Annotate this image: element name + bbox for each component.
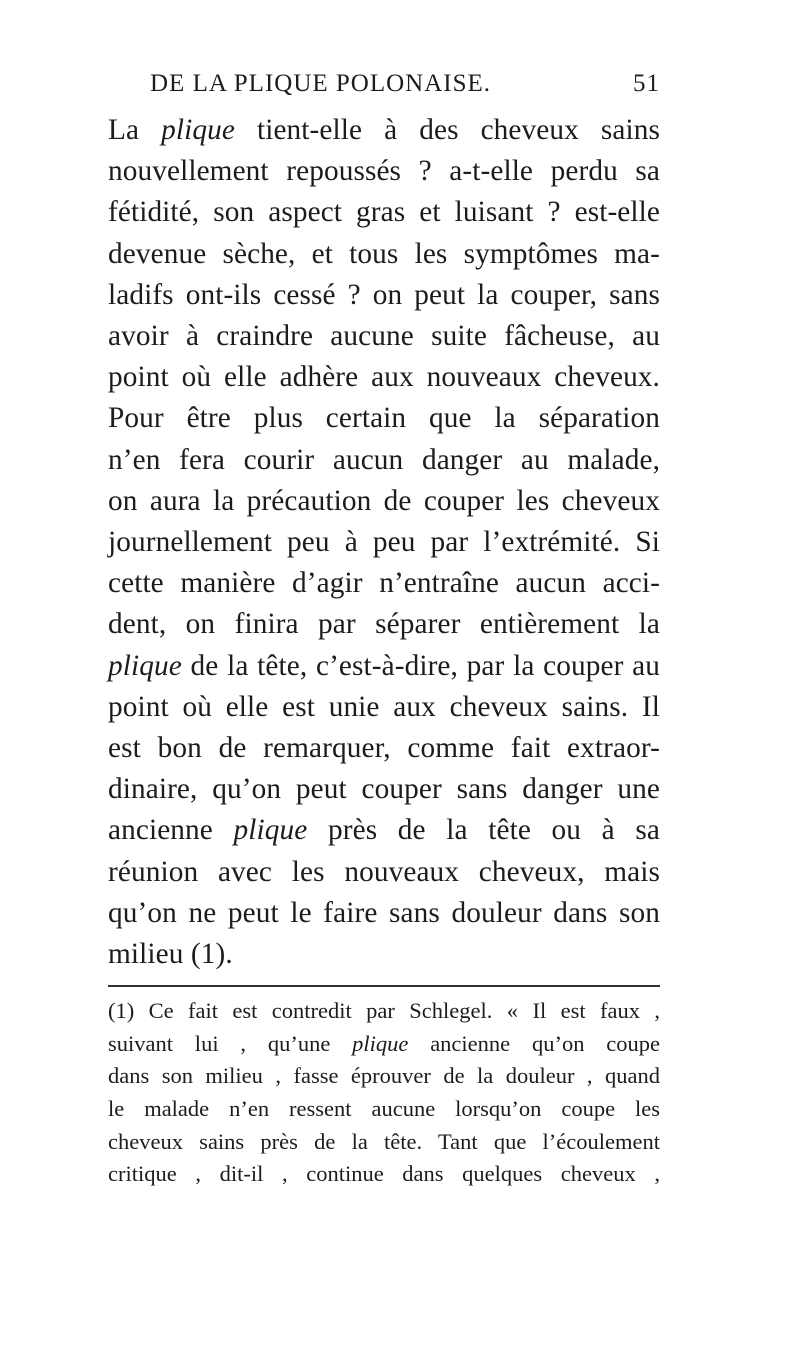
text-line: cette manière d’agir n’entraîne aucun acci- bbox=[108, 567, 660, 600]
footnote bbox=[108, 995, 660, 1191]
text-line: réunion avec les nouveaux cheveux, mais bbox=[108, 855, 660, 888]
footnote-separator bbox=[108, 985, 660, 987]
text-line: devenue sèche, et tous les symptômes ma- bbox=[108, 237, 660, 270]
text-line: qu’on ne peut le faire sans douleur dans son bbox=[108, 896, 660, 929]
text-line: dinaire, qu’on peut couper sans danger une bbox=[108, 773, 660, 806]
text-line: La plique tient-elle à des cheveux sains bbox=[108, 114, 660, 146]
text-line: dent, on finira par séparer entièrement la bbox=[108, 608, 660, 641]
text-line: point où elle est unie aux cheveux sains. Il bbox=[108, 690, 660, 723]
text-line: journellement peu à peu par l’extrémité. Si bbox=[108, 526, 660, 559]
text-line: ancienne plique près de la tête ou à sa bbox=[108, 814, 661, 847]
main-text bbox=[108, 110, 660, 975]
italic-term: plique bbox=[352, 1030, 409, 1056]
text-line: n’en fera courir aucun danger au malade, bbox=[108, 443, 660, 476]
footnote-line: dans son milieu , fasse éprouver de la douleur , quand bbox=[108, 1063, 660, 1089]
text-line: est bon de remarquer, comme fait extraor- bbox=[108, 732, 660, 765]
text-line: milieu (1). bbox=[108, 938, 233, 971]
text-line: avoir à craindre aucune suite fâcheuse, au bbox=[108, 320, 660, 353]
text-line: plique de la tête, c’est-à-dire, par la couper au bbox=[108, 649, 660, 682]
text-line: ladifs ont-ils cessé ? on peut la couper, sans bbox=[108, 278, 660, 311]
page-number: 51 bbox=[633, 70, 660, 97]
footnote-line: le malade n’en ressent aucune lorsqu’on coupe les bbox=[108, 1096, 660, 1122]
text-line: fétidité, son aspect gras et luisant ? est-elle bbox=[108, 196, 660, 229]
text-line: point où elle adhère aux nouveaux cheveux. bbox=[108, 361, 660, 394]
footnote-line: (1) Ce fait est contredit par Schlegel. « Il est faux , bbox=[108, 998, 660, 1024]
footnote-line: suivant lui , qu’une plique ancienne qu’on coupe bbox=[108, 1030, 660, 1056]
running-header bbox=[108, 70, 660, 108]
text-line: Pour être plus certain que la séparation bbox=[108, 402, 660, 435]
book-page bbox=[108, 70, 660, 1191]
italic-term: plique bbox=[161, 114, 235, 146]
footnote-line: cheveux sains près de la tête. Tant que l’écoulement bbox=[108, 1128, 660, 1154]
italic-term: plique bbox=[233, 814, 308, 847]
text-line: on aura la précaution de couper les cheveux bbox=[108, 484, 660, 517]
footnote-line: critique , dit-il , continue dans quelques cheveux , bbox=[108, 1161, 660, 1187]
italic-term: plique bbox=[108, 649, 182, 682]
running-title: DE LA PLIQUE POLONAISE. bbox=[150, 70, 492, 97]
text-line: nouvellement repoussés ? a-t-elle perdu sa bbox=[108, 155, 660, 188]
